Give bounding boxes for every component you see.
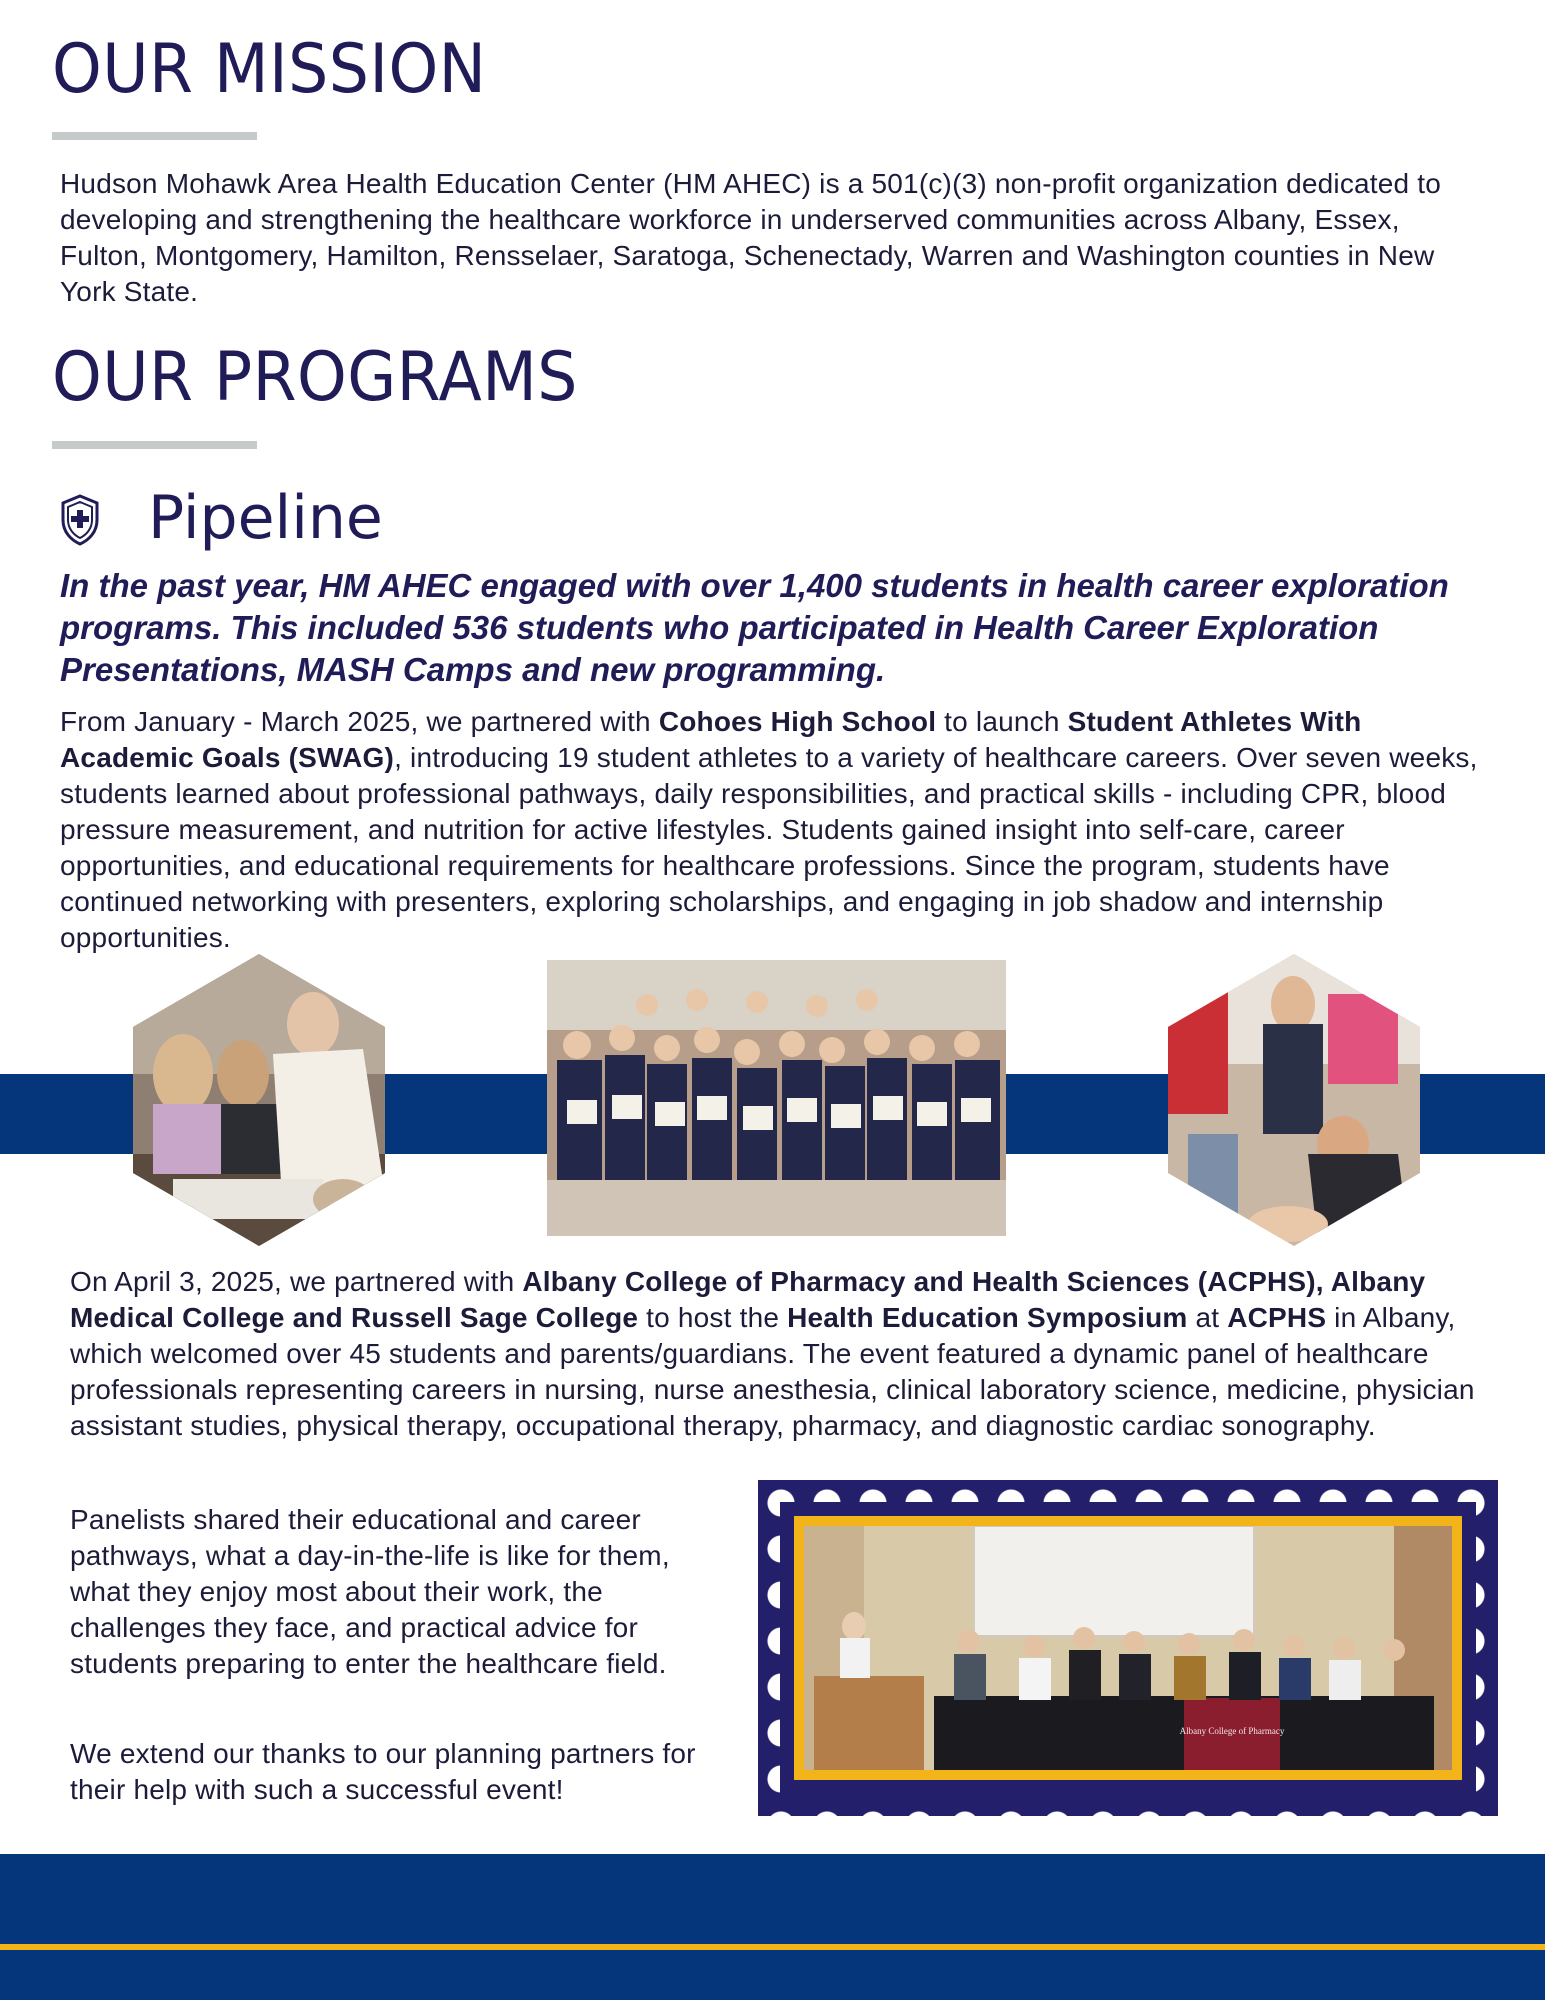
swag-paragraph — [60, 704, 1500, 956]
banner-text: Albany College of Pharmacy — [1179, 1726, 1285, 1736]
pipeline-lead: In the past year, HM AHEC engaged with over 1,400 students in health career exploration programs. This included 536 students who participated in Health Career Exploration Presentations, MASH Camps and new programming. — [60, 567, 1449, 688]
shield-medical-icon — [60, 494, 100, 546]
symposium-text-3: at — [1187, 1302, 1228, 1333]
photo-swag-students-certificates — [547, 960, 1006, 1236]
symposium-paragraph — [70, 1264, 1500, 1444]
swag-text-3: , introducing 19 student athletes to a variety of healthcare careers. Over seven weeks, students learned about professional pathways, daily responsibilities, and practical skills - including CPR, blood pressure measurement, and nutrition for active lifestyles. Students gained insight into self-care, career opportunities, and educational requirements for healthcare professions. Since the program, students have continued networking with presenters, exploring scholarships, and engaging in job shadow and internship opportunities. — [60, 742, 1478, 953]
photo-bp-measurement-hexagon — [133, 954, 385, 1246]
stamp-frame — [758, 1480, 1498, 1816]
swag-bold-cohoes: Cohoes High School — [658, 706, 937, 737]
swag-text-2: to launch — [936, 706, 1068, 737]
mission-text: Hudson Mohawk Area Health Education Center (HM AHEC) is a 501(c)(3) non-profit organization dedicated to developing and strengthening the healthcare workforce in underserved communities across Albany, Essex, Fulton, Montgomery, Hamilton, Rensselaer, Saratoga, Schenectady, Warren and Washington counties in New York State. — [60, 168, 1442, 307]
symposium-bold-acphs: ACPHS — [1227, 1302, 1327, 1333]
symposium-bold-partners: Albany College of Pharmacy and Health Sciences (ACPHS), Albany Medical College and Russell Sage College — [70, 1266, 1426, 1333]
symposium-text-2: to host the — [638, 1302, 788, 1333]
mission-title: OUR MISSION — [52, 30, 487, 109]
panelists-paragraph: Panelists shared their educational and career pathways, what a day-in-the-life is like for them, what they enjoy most about their work, the challenges they face, and practical advice for students preparing to enter the healthcare field. — [70, 1504, 670, 1679]
symposium-text-4: in Albany, which welcomed over 45 students and parents/guardians. The event featured a dynamic panel of healthcare professionals representing careers in nursing, nurse anesthesia, clinical laboratory science, medicine, physician assistant studies, physical therapy, occupational therapy, pharmacy, and diagnostic cardiac sonography. — [70, 1302, 1475, 1441]
pipeline-title: Pipeline — [148, 483, 383, 553]
symposium-text-1: On April 3, 2025, we partnered with — [70, 1266, 523, 1297]
swag-bold-program: Student Athletes With Academic Goals (SWAG) — [60, 706, 1362, 773]
photo-cpr-practice-hexagon — [1168, 954, 1420, 1246]
footer-gold-stripe — [0, 1944, 1545, 1950]
swag-text-1: From January - March 2025, we partnered with — [60, 706, 659, 737]
programs-title-underline — [52, 441, 257, 449]
photo-symposium-panel — [794, 1516, 1462, 1780]
symposium-bold-event: Health Education Symposium — [787, 1302, 1188, 1333]
mission-title-underline — [52, 132, 257, 140]
footer-band — [0, 1854, 1545, 2000]
programs-title: OUR PROGRAMS — [52, 338, 578, 417]
thanks-paragraph: We extend our thanks to our planning partners for their help with such a successful event! — [70, 1738, 696, 1805]
